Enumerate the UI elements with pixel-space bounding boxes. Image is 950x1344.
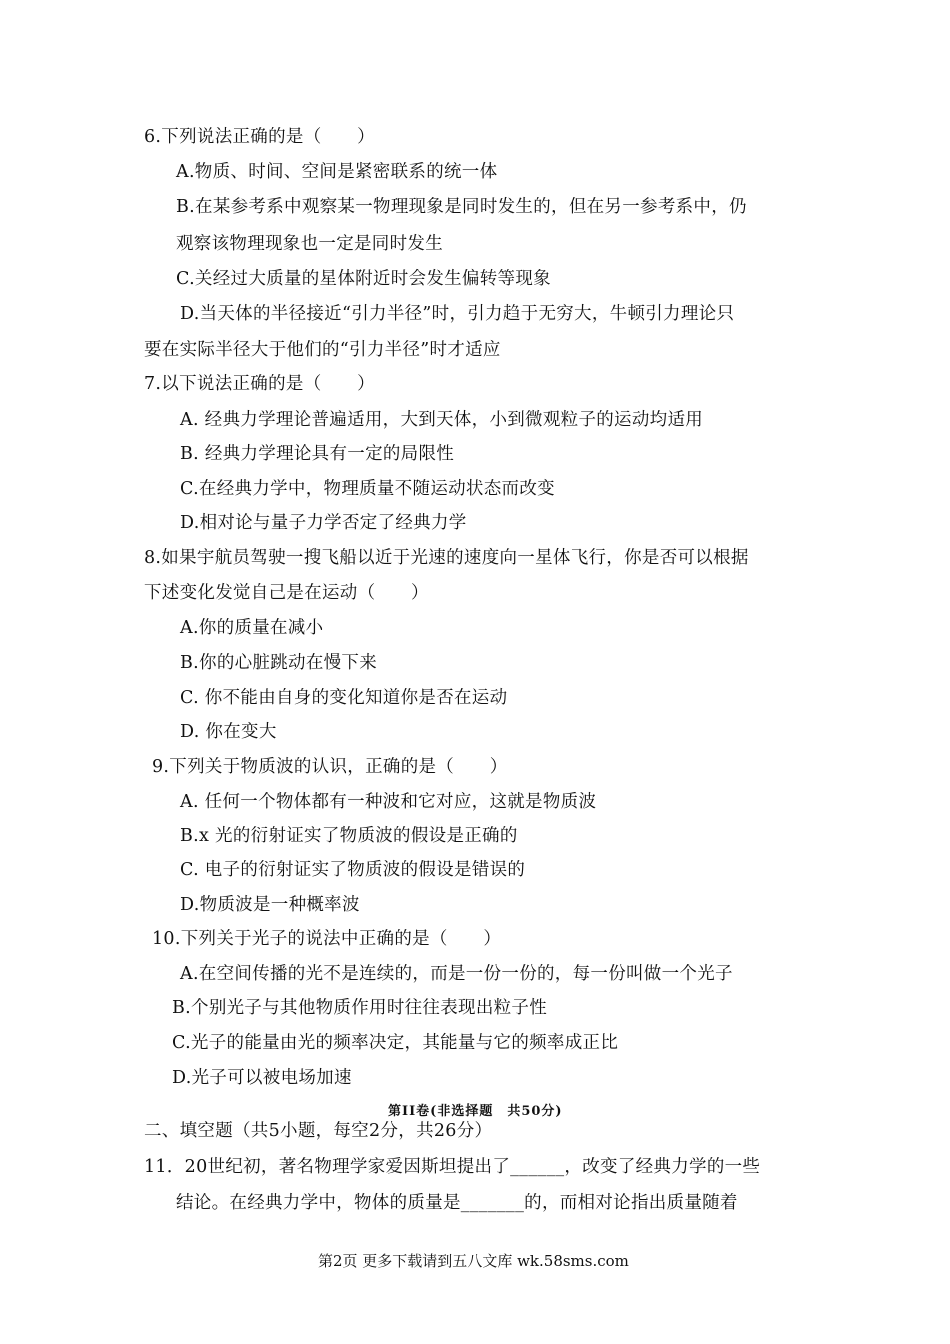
q8-stem-line1: 8.如果宇航员驾驶一搜飞船以近于光速的速度向一星体飞行，你是否可以根据 [144, 548, 749, 568]
q10-option-c: C.光子的能量由光的频率决定，其能量与它的频率成正比 [172, 1033, 619, 1053]
q6-option-d-line1: D.当天体的半径接近“引力半径”时，引力趋于无穷大，牛顿引力理论只 [180, 304, 735, 324]
q6-stem: 6.下列说法正确的是（ ） [144, 127, 375, 147]
q11-line2: 结论。在经典力学中，物体的质量是_______的，而相对论指出质量随着 [176, 1193, 738, 1213]
q6-option-b-line1: B.在某参考系中观察某一物理现象是同时发生的，但在另一参考系中，仍 [176, 197, 747, 217]
q6-option-c: C.关经过大质量的星体附近时会发生偏转等现象 [176, 269, 551, 289]
q7-option-c: C.在经典力学中，物理质量不随运动状态而改变 [180, 479, 555, 499]
q7-option-a: A. 经典力学理论普遍适用，大到天体，小到微观粒子的运动均适用 [180, 410, 704, 430]
q8-option-d: D. 你在变大 [180, 722, 277, 742]
q10-stem: 10.下列关于光子的说法中正确的是（ ） [152, 929, 502, 949]
page-footer: 第2页 更多下载请到五八文库 wk.58sms.com [318, 1252, 629, 1270]
q9-option-a: A. 任何一个物体都有一种波和它对应，这就是物质波 [180, 792, 597, 812]
q7-option-b: B. 经典力学理论具有一定的局限性 [180, 444, 455, 464]
q6-option-b-line2: 观察该物理现象也一定是同时发生 [176, 234, 443, 254]
q10-option-a: A.在空间传播的光不是连续的，而是一份一份的，每一份叫做一个光子 [180, 964, 733, 984]
q11-line1: 11．20世纪初，著名物理学家爱因斯坦提出了______，改变了经典力学的一些 [144, 1157, 761, 1177]
q9-option-b: B.x 光的衍射证实了物质波的假设是正确的 [180, 826, 518, 846]
q8-option-c: C. 你不能由自身的变化知道你是否在运动 [180, 688, 508, 708]
q6-option-a: A.物质、时间、空间是紧密联系的统一体 [176, 162, 498, 182]
q6-option-d-line2: 要在实际半径大于他们的“引力半径”时才适应 [144, 340, 501, 360]
q8-stem-line2: 下述变化发觉自己是在运动（ ） [144, 583, 429, 603]
q10-option-d: D.光子可以被电场加速 [172, 1068, 352, 1088]
q8-option-a: A.你的质量在减小 [180, 618, 324, 638]
q9-option-d: D.物质波是一种概率波 [180, 895, 360, 915]
q7-stem: 7.以下说法正确的是（ ） [144, 374, 375, 394]
q7-option-d: D.相对论与量子力学否定了经典力学 [180, 513, 467, 533]
q8-option-b: B.你的心脏跳动在慢下来 [180, 653, 378, 673]
q10-option-b: B.个别光子与其他物质作用时往往表现出粒子性 [172, 998, 548, 1018]
q9-option-c: C. 电子的衍射证实了物质波的假设是错误的 [180, 860, 526, 880]
section-2-title: 第II卷(非选择题 共50分) [388, 1104, 563, 1119]
q9-stem: 9.下列关于物质波的认识，正确的是（ ） [152, 757, 508, 777]
section-2-heading: 二、填空题（共5小题，每空2分，共26分） [144, 1121, 493, 1141]
